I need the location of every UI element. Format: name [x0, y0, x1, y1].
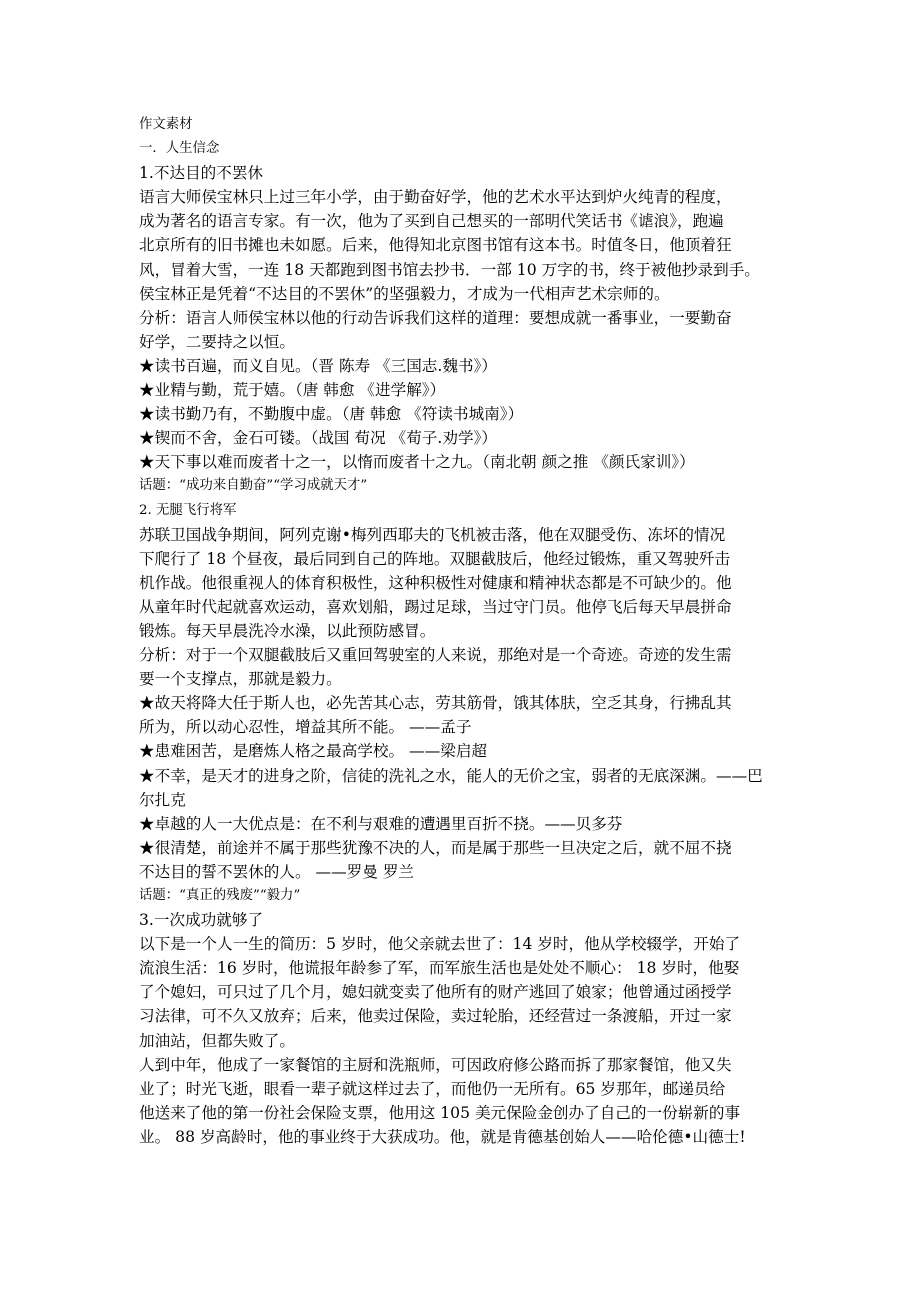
paragraph-line: 流浪生活：16 岁时，他谎报年龄参了军，而军旅生活也是处处不顺心： 18 岁时，他娶	[139, 959, 740, 978]
paragraph-line: 人到中年，他成了一家餐馆的主厨和洗瓶师，可因政府修公路而拆了那家餐馆，他又失	[139, 1055, 732, 1074]
paragraph-line: 加油站，但都失败了。	[139, 1031, 295, 1050]
paragraph-line: 侯宝林正是凭着“不达目的不罢休”的坚强毅力，才成为一代相声艺术宗师的。	[139, 284, 670, 303]
quote-line: ★卓越的人一大优点是：在不利与艰难的遭遇里百折不挠。——贝多芬	[139, 814, 623, 833]
doc-title: 作文素材	[139, 117, 193, 132]
paragraph-line: 语言大师侯宝林只上过三年小学，由于勤奋好学，他的艺术水平达到炉火纯青的程度，	[139, 188, 732, 207]
document-page	[139, 113, 787, 1149]
paragraph-line: 习法律，可不久又放弃；后来，他卖过保险，卖过轮胎，还经营过一条渡船，开过一家	[139, 1007, 732, 1026]
quote-line: ★很清楚，前途并不属于那些犹豫不决的人，而是属于那些一旦决定之后，就不屈不挠	[139, 838, 732, 857]
topic-line: 话题：“成功来自勤奋”“学习成就天才”	[139, 478, 368, 494]
paragraph-line: 业了；时光飞逝，眼看一辈子就这样过去了，而他仍一无所有。65 岁那年，邮递员给	[139, 1079, 726, 1098]
paragraph-line: 下爬行了 18 个昼夜，最后同到自己的阵地。双腿截肢后，他经过锻炼，重又驾驶歼击	[139, 549, 731, 568]
story-heading: 3.一次成功就够了	[139, 911, 264, 930]
quote-line: ★故天将降大任于斯人也，必先苦其心志，劳其筋骨，饿其体肤，空乏其身，行拂乱其	[139, 694, 732, 713]
paragraph-line: 机作战。他很重视人的体育积极性，这种积极性对健康和精神状态都是不可缺少的。他	[139, 573, 732, 592]
paragraph-line: 风，冒着大雪，一连 18 天都跑到图书馆去抄书．一部 10 万字的书，终于被他抄录到手。	[139, 260, 760, 279]
paragraph-line: 了个媳妇，可只过了几个月，媳妇就变卖了他所有的财产逃回了娘家；他曾通过函授学	[139, 983, 732, 1002]
paragraph-line: 从童年时代起就喜欢运动，喜欢划船，踢过足球，当过守门员。他停飞后每天早晨拼命	[139, 597, 732, 616]
analysis-line: 好学，二要持之以恒。	[139, 332, 295, 351]
quote-line: 不达目的誓不罢休的人。 ——罗曼 罗兰	[139, 862, 415, 881]
section-heading: 一．人生信念	[139, 141, 220, 157]
quote-line: 尔扎克	[139, 790, 186, 809]
quote-line: ★患难困苦，是磨炼人格之最高学校。 ——梁启超	[139, 742, 488, 761]
story-heading: 1.不达目的不罢休	[139, 164, 264, 183]
paragraph-line: 业。 88 岁高龄时，他的事业终于大获成功。他，就是肯德基创始人——哈伦德•山德士!	[139, 1127, 746, 1146]
analysis-line: 分析：对于一个双腿截肢后又重回驾驶室的人来说，那绝对是一个奇迹。奇迹的发生需	[139, 646, 732, 665]
topic-line: 话题：“真正的残废”“毅力”	[139, 888, 301, 903]
analysis-line: 要一个支撑点，那就是毅力。	[139, 670, 342, 689]
quote-line: ★锲而不舍，金石可镂。（战国 荀况 《荀子.劝学》）	[139, 429, 497, 448]
quote-line: ★读书百遍，而义自见。（晋 陈寿 《三国志.魏书》）	[139, 356, 497, 375]
paragraph-line: 苏联卫国战争期间，阿列克谢•梅列西耶夫的飞机被击落，他在双腿受伤、冻坏的情况	[139, 525, 726, 544]
paragraph-line: 以下是一个人一生的简历：5 岁时，他父亲就去世了：14 岁时，他从学校辍学，开始了	[139, 935, 741, 954]
quote-line: 所为，所以动心忍性，增益其所不能。 ——孟子	[139, 718, 472, 737]
analysis-line: 分析：语言人师侯宝林以他的行动告诉我们这样的道理：要想成就一番事业，一要勤奋	[139, 308, 732, 327]
paragraph-line: 他送来了他的第一份社会保险支票，他用这 105 美元保险金创办了自己的一份崭新的事	[139, 1103, 741, 1122]
paragraph-line: 北京所有的旧书摊也未如愿。后来，他得知北京图书馆有这本书。时值冬日，他顶着狂	[139, 236, 732, 255]
quote-line: ★天下事以难而废者十之一，以惰而废者十之九。（南北朝 颜之推 《颜氏家训》）	[139, 453, 695, 472]
quote-line: ★不幸，是天才的进身之阶，信徒的洗礼之水，能人的无价之宝，弱者的无底深渊。——巴	[139, 766, 763, 785]
paragraph-line: 成为著名的语言专家。有一次，他为了买到自己想买的一部明代笑话书《谑浪》，跑遍	[139, 212, 724, 231]
paragraph-line: 锻炼。每天早晨洗冷水澡，以此预防感冒。	[139, 621, 436, 640]
quote-line: ★读书勤乃有，不勤腹中虚。（唐 韩愈 《符读书城南》）	[139, 405, 524, 424]
quote-line: ★业精与勤，荒于嬉。（唐 韩愈 《进学解》）	[139, 381, 446, 400]
story-heading: 2. 无腿飞行将军	[139, 502, 237, 518]
